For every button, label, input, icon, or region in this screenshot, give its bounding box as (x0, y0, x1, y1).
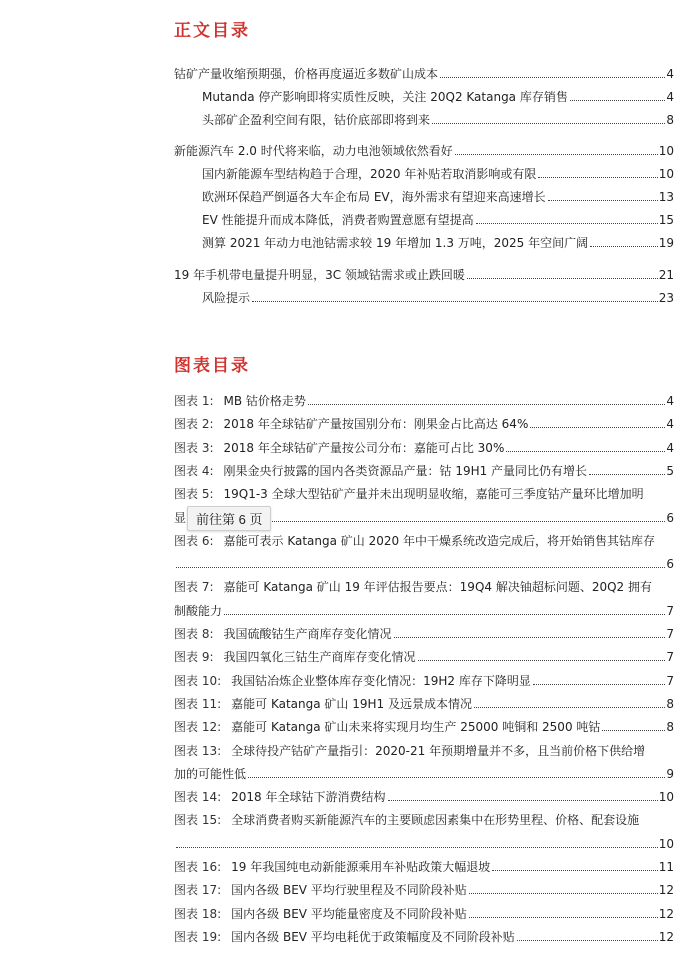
toc-entry[interactable] (202, 231, 674, 251)
toc-entry-title: Mutanda 停产影响即将实质性反映，关注 20Q2 Katanga 库存销售 (202, 90, 568, 104)
figure-entry-page: 7 (666, 627, 674, 641)
figure-entry-continuation[interactable] (174, 599, 674, 619)
figure-entry-page: 7 (666, 650, 674, 665)
dot-leader (492, 870, 657, 871)
figure-entry-title: 我国四氧化三钴生产商库存变化情况 (223, 650, 416, 665)
figure-entry-title: 国内各级 BEV 平均行驶里程及不同阶段补贴 (231, 883, 467, 898)
figure-entry-label: 图表 3: (174, 440, 214, 455)
figure-entry-label: 图表 6: (174, 533, 214, 548)
dot-leader (474, 707, 665, 708)
dot-leader (388, 800, 658, 801)
toc-entry-title: 风险提示 (202, 291, 251, 305)
dot-leader (248, 777, 665, 778)
figure-entry-page: 11 (658, 860, 674, 874)
dot-leader (432, 123, 665, 124)
toc-entry-title: 头部矿企盈利空间有限，钴价底部即将到来 (202, 113, 431, 127)
figure-entry[interactable] (174, 715, 674, 735)
figure-entry-label: 图表 1: (174, 394, 214, 408)
figure-entry-label: 图表 13: (174, 743, 222, 758)
figure-entry[interactable] (174, 785, 674, 805)
figure-entry-title: 全球消费者购买新能源汽车的主要顾虑因素集中在形势里程、价格、配套设施 (231, 813, 640, 828)
figure-entry-label: 图表 8: (174, 627, 214, 641)
figure-entry-page: 6 (666, 557, 674, 572)
figure-entry-page: 10 (658, 790, 674, 805)
figure-entry-title-cont: 显 (174, 510, 187, 525)
figure-entry-title: 国内各级 BEV 平均能量密度及不同阶段补贴 (231, 906, 467, 921)
toc-entry-title: 欧洲环保趋严倒逼各大车企布局 EV，海外需求有望迎来高速增长 (202, 190, 546, 204)
figure-entry-label: 图表 17: (174, 883, 222, 898)
dot-leader (469, 893, 658, 894)
figure-entry-page: 7 (666, 603, 674, 618)
dot-leader (533, 684, 665, 685)
figure-entry[interactable] (174, 622, 674, 642)
figure-entry[interactable] (174, 925, 674, 945)
dot-leader (506, 451, 665, 452)
figure-entry-label: 图表 9: (174, 650, 214, 665)
figure-entry-page: 12 (658, 929, 674, 944)
dot-leader (418, 660, 666, 661)
figure-entry[interactable] (174, 412, 674, 432)
figure-entry-title: 刚果金央行披露的国内各类资源品产量：钴 19H1 产量同比仍有增长 (223, 463, 588, 478)
figure-entry[interactable] (174, 459, 674, 479)
figure-entry-title: 嘉能可 Katanga 矿山 19 年评估报告要点：19Q4 解决铀超标问题、20Q2 拥有 (223, 580, 653, 595)
dot-leader (467, 278, 658, 279)
figure-entry-label: 图表 15: (174, 813, 222, 828)
dot-leader (602, 730, 665, 731)
figure-entry-title: 2018 年全球钴矿产量按国别分布：刚果金占比高达 64% (223, 417, 529, 432)
figure-entry[interactable] (174, 902, 674, 922)
figure-entry-title: 嘉能可表示 Katanga 矿山 2020 年中干燥系统改造完成后，将开始销售其钴库存 (223, 533, 655, 548)
figure-entry[interactable] (174, 878, 674, 898)
figure-entry-page: 5 (666, 463, 674, 478)
figure-entry-label: 图表 5: (174, 487, 214, 502)
figure-entry[interactable] (174, 739, 674, 759)
toc-entry-title: 测算 2021 年动力电池钴需求较 19 年增加 1.3 万吨，2025 年空间广阔 (202, 236, 589, 250)
toc-entry[interactable] (174, 263, 674, 283)
figure-entry-title-cont: 制酸能力 (174, 603, 223, 618)
figure-entry-label: 图表 4: (174, 463, 214, 478)
figure-entry-page: 8 (666, 720, 674, 735)
figure-entry-title: MB 钴价格走势 (223, 394, 306, 408)
figure-entry-label: 图表 7: (174, 580, 214, 595)
dot-leader (224, 614, 665, 615)
dot-leader (308, 404, 665, 405)
figure-entry-page: 4 (666, 394, 674, 408)
dot-leader (440, 77, 665, 78)
toc-entry-page: 15 (658, 213, 674, 227)
figure-entry[interactable] (174, 529, 674, 549)
toc-entry[interactable] (202, 85, 674, 105)
toc-entry-title: 国内新能源车型结构趋于合理，2020 年补贴若取消影响或有限 (202, 167, 537, 181)
figure-entry-page: 6 (666, 510, 674, 525)
figure-entry[interactable] (174, 669, 674, 689)
figure-entry-page: 4 (666, 440, 674, 455)
toc-entry-page: 19 (658, 236, 674, 250)
toc-entry-title: 钴矿产量收缩预期强，价格再度逼近多数矿山成本 (174, 67, 439, 81)
toc-entry-title: 新能源汽车 2.0 时代将来临，动力电池领域依然看好 (174, 144, 453, 158)
figure-entry-title-cont: 加的可能性低 (174, 766, 247, 781)
dot-leader (176, 847, 658, 848)
figure-entry[interactable] (174, 645, 674, 665)
toc-entry-page: 23 (658, 291, 674, 305)
dot-leader (538, 177, 657, 178)
toc-entry-page: 4 (666, 90, 674, 104)
dot-leader (455, 154, 658, 155)
figure-entry-page: 12 (658, 906, 674, 921)
figure-entry[interactable] (174, 855, 674, 875)
dot-leader (176, 567, 665, 568)
figure-list-heading: 图表目录 (174, 356, 250, 376)
goto-page-tooltip: 前往第 6 页 (187, 506, 271, 531)
figure-entry-title: 19Q1-3 全球大型钴矿产量并未出现明显收缩，嘉能可三季度钴产量环比增加明 (223, 487, 644, 502)
figure-entry-continuation[interactable] (174, 552, 674, 572)
dot-leader (476, 223, 658, 224)
figure-entry-label: 图表 19: (174, 929, 222, 944)
figure-entry-label: 图表 2: (174, 417, 214, 432)
toc-entry-page: 10 (658, 144, 674, 158)
figure-entry-label: 图表 11: (174, 696, 222, 711)
toc-entry[interactable] (174, 62, 674, 82)
toc-entry-page: 13 (658, 190, 674, 204)
figure-entry-title: 嘉能可 Katanga 矿山未来将实现月均生产 25000 吨铜和 2500 吨钴 (231, 720, 601, 735)
toc-entry-title: EV 性能提升而成本降低，消费者购置意愿有望提高 (202, 213, 474, 227)
toc-entry[interactable] (202, 185, 674, 205)
dot-leader (394, 637, 666, 638)
figure-entry-title: 国内各级 BEV 平均电耗优于政策幅度及不同阶段补贴 (231, 929, 515, 944)
toc-entry[interactable] (202, 162, 674, 182)
figure-entry-continuation[interactable] (174, 762, 674, 782)
toc-entry[interactable] (202, 286, 674, 306)
figure-entry[interactable] (174, 436, 674, 456)
toc-entry-page: 21 (658, 268, 674, 282)
dot-leader (469, 917, 658, 918)
figure-entry-page: 12 (658, 883, 674, 898)
figure-entry-title: 19 年我国纯电动新能源乘用车补贴政策大幅退坡 (231, 860, 491, 874)
figure-entry[interactable] (174, 482, 674, 502)
figure-entry-label: 图表 14: (174, 790, 222, 805)
toc-entry[interactable] (174, 139, 674, 159)
figure-entry[interactable] (174, 575, 674, 595)
figure-entry-title: 2018 年全球钴矿产量按公司分布：嘉能可占比 30% (223, 440, 505, 455)
figure-entry[interactable] (174, 808, 674, 828)
toc-entry-title: 19 年手机带电量提升明显，3C 领域钴需求或止跌回暖 (174, 268, 465, 282)
dot-leader (589, 474, 665, 475)
figure-entry-page: 9 (666, 766, 674, 781)
figure-entry-title: 嘉能可 Katanga 矿山 19H1 及远景成本情况 (231, 696, 472, 711)
figure-entry-title: 全球待投产钴矿产量指引：2020-21 年预期增量并不多，且当前价格下供给增 (231, 743, 646, 758)
figure-entry-title: 2018 年全球钴下游消费结构 (231, 790, 386, 805)
toc-heading: 正文目录 (174, 21, 250, 41)
figure-entry[interactable] (174, 692, 674, 712)
figure-entry-continuation[interactable] (174, 832, 674, 852)
figure-entry[interactable] (174, 389, 674, 409)
toc-entry[interactable] (202, 108, 674, 128)
figure-entry-label: 图表 12: (174, 720, 222, 735)
figure-entry-label: 图表 16: (174, 860, 222, 874)
dot-leader (517, 940, 658, 941)
dot-leader (548, 200, 658, 201)
toc-entry-page: 4 (666, 67, 674, 81)
toc-entry[interactable] (202, 208, 674, 228)
figure-entry-label: 图表 18: (174, 906, 222, 921)
figure-entry-page: 10 (658, 836, 674, 851)
dot-leader (530, 427, 665, 428)
toc-entry-page: 10 (658, 167, 674, 181)
toc-entry-page: 8 (666, 113, 674, 127)
figure-entry-title: 我国硫酸钴生产商库存变化情况 (223, 627, 392, 641)
figure-entry-title: 我国钴冶炼企业整体库存变化情况：19H2 库存下降明显 (231, 673, 531, 688)
figure-entry-page: 4 (666, 417, 674, 432)
dot-leader (252, 301, 658, 302)
figure-entry-page: 7 (666, 673, 674, 688)
figure-entry-page: 8 (666, 696, 674, 711)
dot-leader (590, 246, 658, 247)
figure-entry-label: 图表 10: (174, 673, 222, 688)
dot-leader (570, 100, 666, 101)
